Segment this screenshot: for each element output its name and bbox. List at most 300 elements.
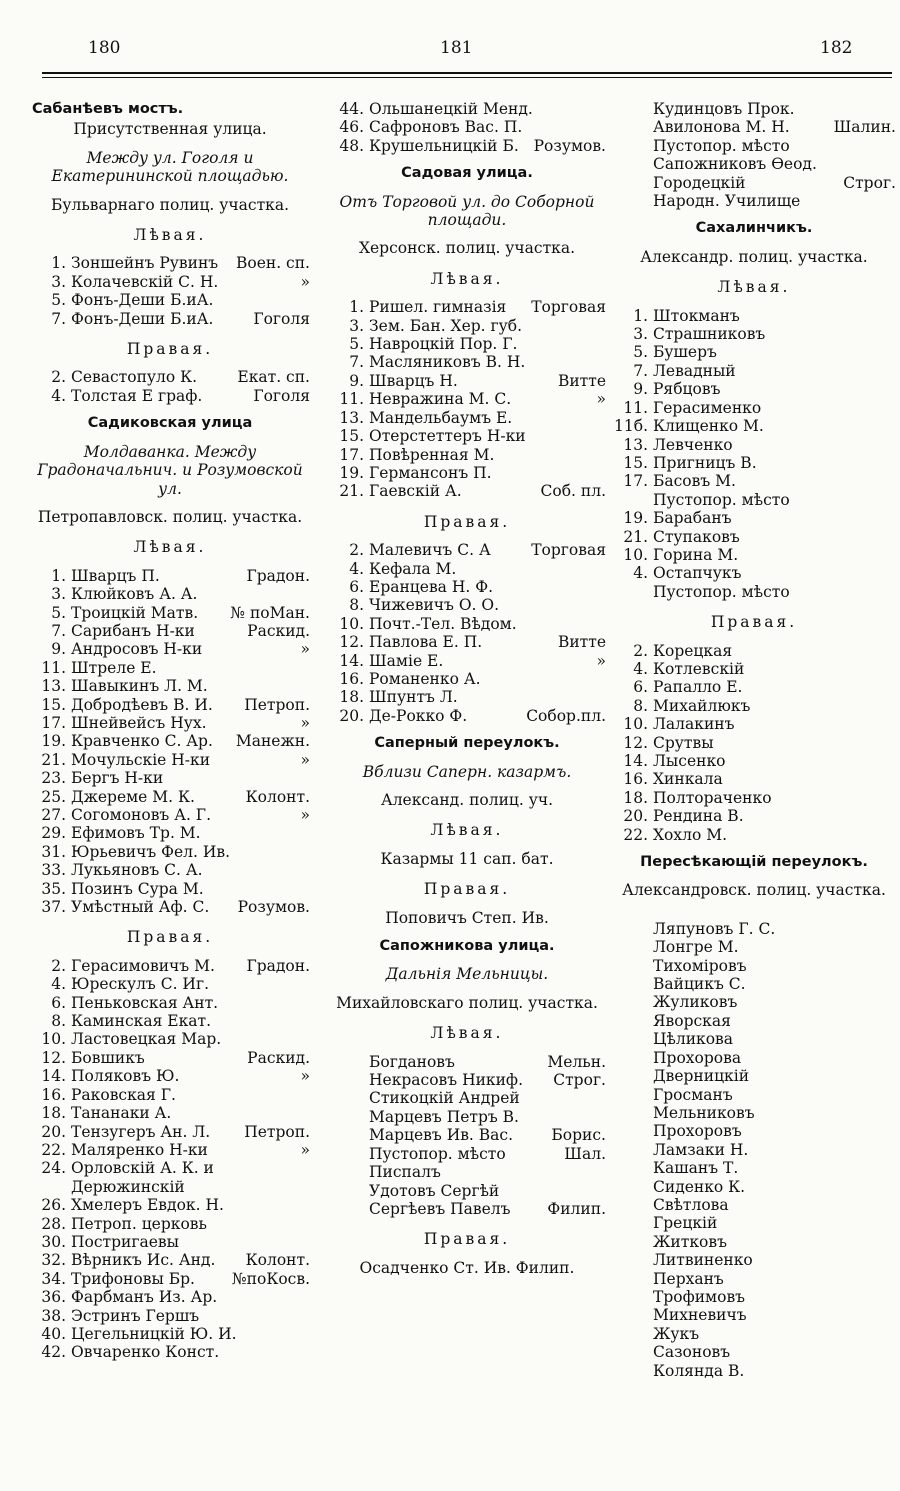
entry-number xyxy=(612,975,653,993)
resident-name: Навроцкій Пор. Г. xyxy=(369,335,518,354)
entry-location xyxy=(892,1233,896,1251)
directory-entry xyxy=(30,732,310,750)
entry-location xyxy=(602,353,606,371)
resident-name: Мандельбаумъ Е. xyxy=(369,408,513,427)
street-heading: Саперный переулокъ. xyxy=(374,735,560,752)
entry-location xyxy=(306,585,310,603)
entry-number xyxy=(612,1288,653,1306)
entry-number: 6. xyxy=(349,577,364,596)
street-heading: Сабанѣевъ мостъ. xyxy=(32,101,184,117)
directory-entry xyxy=(30,843,310,861)
resident-name: Романенко А. xyxy=(369,669,481,688)
directory-entry xyxy=(328,1163,606,1181)
entry-number: 18. xyxy=(339,688,364,707)
resident-name: Срутвы xyxy=(653,733,714,752)
entry-number: 2. xyxy=(349,541,364,560)
directory-entry xyxy=(328,118,606,136)
entry-location xyxy=(306,1196,310,1214)
resident-name: Германсонъ П. xyxy=(369,463,492,482)
resident-name: Шавыкинъ Л. М. xyxy=(71,677,208,696)
entry-number xyxy=(612,957,653,975)
resident-name: Кашанъ Т. xyxy=(653,1159,739,1178)
entry-location xyxy=(892,697,896,715)
entry-location xyxy=(892,454,896,472)
entry-location xyxy=(892,155,896,173)
entry-location xyxy=(306,1343,310,1361)
directory-entry xyxy=(30,898,310,916)
directory-entry xyxy=(328,670,606,688)
directory-entry xyxy=(612,491,896,509)
entry-number xyxy=(612,1196,653,1214)
entry-location: Мельн. xyxy=(547,1052,606,1071)
entry-number: 15. xyxy=(41,695,66,714)
directory-entry xyxy=(612,1362,896,1380)
resident-name: Ефимовъ Тр. М. xyxy=(71,824,201,843)
resident-name: Ришел. гимназія xyxy=(369,298,507,317)
entry-location xyxy=(892,1086,896,1104)
resident-name: Эстринъ Гершъ xyxy=(71,1306,200,1325)
entry-number xyxy=(30,1178,71,1196)
resident-name: Орловскій А. К. и xyxy=(71,1159,214,1178)
entry-location xyxy=(602,688,606,706)
directory-entry xyxy=(30,751,310,769)
entry-location: Гоголя xyxy=(253,309,310,328)
entry-location xyxy=(892,642,896,660)
resident-name: Прохоровъ xyxy=(653,1122,742,1141)
directory-entry xyxy=(30,994,310,1012)
entry-number: 1. xyxy=(51,566,66,585)
entry-location xyxy=(306,1159,310,1177)
entry-location xyxy=(892,1288,896,1306)
entry-number: 22. xyxy=(623,825,648,844)
police-district: Херсонск. полиц. участка. xyxy=(358,239,576,258)
directory-entry xyxy=(30,1123,310,1141)
entry-number: 2. xyxy=(51,368,66,387)
side-label: Правая. xyxy=(423,880,511,899)
directory-entry xyxy=(30,310,310,328)
entry-location xyxy=(892,137,896,155)
resident-name: Юрескулъ С. Иг. xyxy=(71,975,209,994)
resident-name: Лонгре М. xyxy=(653,938,739,957)
entry-number: 28. xyxy=(41,1214,66,1233)
entry-number xyxy=(612,137,653,155)
entry-location xyxy=(892,938,896,956)
entry-number: 33. xyxy=(41,861,66,880)
entry-location xyxy=(892,100,896,118)
resident-name: Рендина В. xyxy=(653,807,744,826)
entry-number: 18. xyxy=(623,788,648,807)
entry-location xyxy=(892,343,896,361)
directory-entry xyxy=(612,678,896,696)
resident-name: Севастопуло К. xyxy=(71,368,198,387)
resident-name: Ламзаки Н. xyxy=(653,1140,749,1159)
entry-number: 42. xyxy=(41,1343,66,1362)
entry-location xyxy=(892,1049,896,1067)
resident-name: Гросманъ xyxy=(653,1085,733,1104)
entry-number xyxy=(612,1122,653,1140)
resident-name: Пустопор. мѣсто xyxy=(653,136,790,155)
entry-location: » xyxy=(300,1140,310,1159)
entry-number xyxy=(328,1108,369,1126)
entry-location xyxy=(892,399,896,417)
directory-entry xyxy=(612,100,896,118)
side-label: Правая. xyxy=(423,512,511,531)
entry-number: 25. xyxy=(41,787,66,806)
side-label: Правая. xyxy=(126,928,214,947)
entry-number xyxy=(328,1089,369,1107)
directory-entry xyxy=(30,1030,310,1048)
directory-entry xyxy=(328,615,606,633)
resident-name: Кефала М. xyxy=(369,559,457,578)
directory-entry xyxy=(328,1071,606,1089)
resident-name: Согомоновъ А. Г. xyxy=(71,806,211,824)
page-number-left: 180 xyxy=(88,38,121,58)
entry-number xyxy=(612,1270,653,1288)
entry-number: 3. xyxy=(633,325,648,344)
street-bounds: Молдаванка. Между Градоначальнич. и Розумовской ул. xyxy=(37,442,303,498)
entry-location xyxy=(306,861,310,879)
entry-number xyxy=(612,993,653,1011)
entry-number: 38. xyxy=(41,1306,66,1325)
entry-number: 17. xyxy=(41,713,66,732)
entry-number: 4. xyxy=(51,386,66,405)
entry-location: Торговая xyxy=(531,541,606,560)
resident-name: Сафроновъ Вас. П. xyxy=(369,118,523,137)
resident-name: Клищенко М. xyxy=(653,417,764,436)
entry-location: » xyxy=(300,750,310,769)
directory-entry xyxy=(612,975,896,993)
entry-location xyxy=(892,1159,896,1177)
directory-entry xyxy=(328,353,606,371)
resident-name: Страшниковъ xyxy=(653,325,766,344)
entry-number: 16. xyxy=(339,669,364,688)
directory-entry xyxy=(612,307,896,325)
entry-number: 29. xyxy=(41,824,66,843)
entry-location xyxy=(306,824,310,842)
entry-location xyxy=(602,100,606,118)
directory-entry xyxy=(30,254,310,272)
column-middle xyxy=(328,100,606,1287)
directory-entry xyxy=(612,155,896,173)
entry-location: Гоголя xyxy=(253,386,310,405)
entry-location xyxy=(602,118,606,136)
directory-entry xyxy=(30,1233,310,1251)
police-district: Казармы 11 сап. бат. xyxy=(380,849,554,868)
resident-name: Цегельницкій Ю. И. xyxy=(71,1324,237,1343)
entry-location xyxy=(306,975,310,993)
resident-name: Рябцовъ xyxy=(653,380,721,399)
entry-location: » xyxy=(300,1067,310,1086)
entry-number xyxy=(328,1071,369,1089)
directory-entry xyxy=(30,640,310,658)
entry-location xyxy=(306,1215,310,1233)
directory-entry xyxy=(328,541,606,559)
resident-name: Пустопор. мѣсто xyxy=(653,582,790,601)
column-right xyxy=(612,100,896,1380)
resident-name: Вайцикъ С. xyxy=(653,975,746,994)
entry-location xyxy=(892,1325,896,1343)
directory-entry xyxy=(30,824,310,842)
resident-name: Колачевскій С. Н. xyxy=(71,272,219,291)
resident-name: Вѣрникъ Ис. Анд. xyxy=(71,1251,216,1270)
directory-entry xyxy=(612,957,896,975)
resident-name: Шварцъ П. xyxy=(71,566,160,585)
directory-entry xyxy=(30,975,310,993)
page-number-right: 182 xyxy=(820,38,853,58)
entry-location xyxy=(892,509,896,527)
resident-name: Сиденко К. xyxy=(653,1177,746,1196)
entry-number: 46. xyxy=(339,118,364,137)
directory-entry xyxy=(30,1325,310,1343)
directory-entry xyxy=(612,993,896,1011)
entry-number: 17. xyxy=(339,445,364,464)
resident-name: Писпалъ xyxy=(369,1163,441,1182)
directory-entry xyxy=(328,137,606,155)
resident-name: Яворская xyxy=(653,1011,731,1030)
police-district: Александ. полиц. уч. xyxy=(380,791,554,809)
entry-number: 18. xyxy=(41,1104,66,1123)
entry-location: Соб. пл. xyxy=(540,482,606,501)
side-label: Правая. xyxy=(423,1230,511,1249)
entry-number: 5. xyxy=(349,335,364,354)
entry-location: » xyxy=(300,713,310,732)
directory-entry xyxy=(30,1270,310,1288)
directory-entry xyxy=(612,528,896,546)
entry-location xyxy=(892,491,896,509)
directory-entry xyxy=(612,192,896,210)
entry-location xyxy=(892,1214,896,1232)
entry-number: 40. xyxy=(41,1324,66,1343)
entry-location xyxy=(892,770,896,788)
entry-number: 4. xyxy=(349,559,364,578)
entry-location: Петроп. xyxy=(244,1122,310,1141)
directory-entry xyxy=(612,1104,896,1122)
resident-name: Почт.-Тел. Вѣдом. xyxy=(369,614,517,633)
directory-entry xyxy=(612,1251,896,1269)
entry-number: 10. xyxy=(339,614,364,633)
resident-name: Невражина М. С. xyxy=(369,390,512,409)
resident-name: Ляпуновъ Г. С. xyxy=(653,919,776,938)
entry-number: 14. xyxy=(623,752,648,770)
entry-location xyxy=(306,1233,310,1251)
entry-location xyxy=(892,752,896,770)
directory-entry xyxy=(30,806,310,824)
entry-location xyxy=(892,528,896,546)
resident-name: Мочульскіе Н-ки xyxy=(71,750,211,769)
resident-name: Зоншейнъ Рувинъ xyxy=(71,254,219,273)
entry-number xyxy=(328,1126,369,1144)
directory-entry xyxy=(612,174,896,192)
directory-entry xyxy=(30,567,310,585)
resident-name: Остапчукъ xyxy=(653,564,742,583)
directory-entry xyxy=(30,273,310,291)
directory-entry xyxy=(612,1086,896,1104)
entry-number xyxy=(612,1251,653,1269)
resident-name: Удотовъ Сергѣй xyxy=(369,1181,500,1200)
entry-location xyxy=(892,307,896,325)
entry-number: 11. xyxy=(41,658,66,677)
resident-name: Фонъ-Деши Б.иА. xyxy=(71,291,214,310)
resident-name: Павлова Е. П. xyxy=(369,633,483,652)
directory-entry xyxy=(612,1049,896,1067)
directory-entry xyxy=(612,1270,896,1288)
resident-name: Некрасовъ Никиф. xyxy=(369,1071,523,1090)
entry-location xyxy=(306,677,310,695)
entry-number: 6. xyxy=(633,678,648,697)
entry-location xyxy=(602,1163,606,1181)
directory-entry xyxy=(328,390,606,408)
entry-location: » xyxy=(300,272,310,291)
resident-name: Умѣстный Аф. С. xyxy=(71,898,210,917)
resident-name: Горина М. xyxy=(653,545,739,564)
entry-number: 34. xyxy=(41,1269,66,1288)
directory-entry xyxy=(612,564,896,582)
directory-entry xyxy=(612,343,896,361)
entry-location: Шал. xyxy=(564,1144,606,1163)
directory-entry xyxy=(328,652,606,670)
resident-name: Народн. Училище xyxy=(653,192,801,211)
directory-entry xyxy=(30,1067,310,1085)
directory-entry xyxy=(612,1178,896,1196)
directory-entry xyxy=(612,1122,896,1140)
entry-location xyxy=(892,1362,896,1380)
directory-entry xyxy=(30,659,310,677)
resident-name: Гаевскій А. xyxy=(369,482,462,501)
street-heading: Сахалинчикъ. xyxy=(695,220,813,237)
resident-name: Толстая Е граф. xyxy=(71,386,203,405)
resident-name: Цѣликова xyxy=(653,1030,734,1049)
entry-location xyxy=(892,1104,896,1122)
resident-name: Джереме М. К. xyxy=(71,787,195,806)
resident-name: Хохло М. xyxy=(653,825,728,844)
directory-entry xyxy=(612,789,896,807)
entry-location: Манежн. xyxy=(235,732,310,751)
entry-number: 37. xyxy=(41,898,66,917)
entry-location: » xyxy=(300,640,310,659)
entry-number: 4. xyxy=(633,564,648,583)
entry-location xyxy=(892,1012,896,1030)
resident-name: Котлевскій xyxy=(653,659,745,678)
entry-number: 2. xyxy=(51,956,66,975)
resident-name: Овчаренко Конст. xyxy=(71,1343,220,1362)
directory-entry xyxy=(328,482,606,500)
entry-number: 4. xyxy=(633,659,648,678)
resident-name: Колянда В. xyxy=(653,1361,745,1380)
resident-name: Марцевъ Ив. Вас. xyxy=(369,1126,514,1145)
entry-number: 2. xyxy=(633,641,648,660)
entry-number xyxy=(328,1053,369,1071)
police-district: Петропавловск. полиц. участка. xyxy=(37,507,303,526)
resident-name: Ступаковъ xyxy=(653,527,740,546)
entry-number xyxy=(612,1362,653,1380)
entry-location xyxy=(602,1182,606,1200)
entry-number: 12. xyxy=(623,733,648,752)
entry-number: 12. xyxy=(339,633,364,652)
entry-number: 7. xyxy=(633,361,648,380)
resident-name: Перханъ xyxy=(653,1269,724,1288)
police-district: Михайловскаго полиц. участка. xyxy=(336,993,598,1012)
directory-entry xyxy=(328,372,606,390)
directory-entry xyxy=(612,325,896,343)
entry-location: Торговая xyxy=(531,298,606,317)
entry-location xyxy=(602,446,606,464)
street-heading: Сапожникова улица. xyxy=(379,938,555,955)
directory-entry xyxy=(612,417,896,435)
resident-name: Юрьевичъ Фел. Ив. xyxy=(71,842,231,861)
entry-number xyxy=(612,118,653,136)
directory-entry xyxy=(612,807,896,825)
directory-entry xyxy=(30,957,310,975)
entry-number xyxy=(612,1306,653,1324)
entry-number: 5. xyxy=(51,291,66,310)
directory-entry xyxy=(612,1141,896,1159)
resident-name: Свѣтлова xyxy=(653,1195,729,1214)
directory-entry xyxy=(30,788,310,806)
directory-entry xyxy=(612,1306,896,1324)
resident-name: Шпунтъ Л. xyxy=(369,688,458,707)
entry-number: 5. xyxy=(51,603,66,622)
directory-entry xyxy=(612,770,896,788)
directory-entry xyxy=(612,734,896,752)
entry-location: Строг. xyxy=(843,173,896,192)
street-bounds: Дальнія Мельницы. xyxy=(385,965,549,984)
directory-entry xyxy=(328,317,606,335)
entry-location xyxy=(306,1030,310,1048)
resident-name: Корецкая xyxy=(653,641,733,660)
entry-location xyxy=(892,1196,896,1214)
resident-name: Рапалло Е. xyxy=(653,678,743,697)
entry-location: Собор.пл. xyxy=(526,706,606,725)
entry-number: 20. xyxy=(41,1122,66,1141)
entry-number: 20. xyxy=(339,706,364,725)
resident-name: Житковъ xyxy=(653,1232,727,1251)
resident-name: Позинъ Сура М. xyxy=(71,879,204,898)
entry-number: 27. xyxy=(41,806,66,824)
resident-name: Фарбманъ Из. Ар. xyxy=(71,1288,218,1307)
directory-entry xyxy=(328,1053,606,1071)
entry-location: Колонт. xyxy=(245,787,310,806)
entry-location xyxy=(306,291,310,309)
entry-number xyxy=(612,1067,653,1085)
entry-location xyxy=(892,826,896,844)
street-bounds: Отъ Торговой ул. до Соборной площади. xyxy=(339,192,595,230)
entry-location xyxy=(602,427,606,445)
entry-number xyxy=(328,1182,369,1200)
entry-number: 16. xyxy=(41,1085,66,1104)
entry-location xyxy=(892,1251,896,1269)
entry-number: 1. xyxy=(633,306,648,325)
directory-entry xyxy=(30,291,310,309)
entry-number: 5. xyxy=(633,343,648,362)
resident-name: Марцевъ Петръ В. xyxy=(369,1107,519,1126)
entry-number: 10. xyxy=(623,545,648,564)
entry-number: 3. xyxy=(349,316,364,335)
entry-location xyxy=(892,1270,896,1288)
directory-entry xyxy=(328,560,606,578)
resident-name: Грецкій xyxy=(653,1214,718,1233)
directory-entry xyxy=(612,472,896,490)
entry-location xyxy=(892,678,896,696)
directory-entry xyxy=(328,1145,606,1163)
entry-location xyxy=(892,362,896,380)
entry-number: 9. xyxy=(51,640,66,659)
resident-name: Прохорова xyxy=(653,1048,742,1067)
entry-location xyxy=(602,464,606,482)
police-district: Александр. полиц. участка. xyxy=(640,247,868,266)
entry-location: Воен. сп. xyxy=(235,254,310,273)
directory-entry xyxy=(30,861,310,879)
entry-number: 16. xyxy=(623,770,648,789)
